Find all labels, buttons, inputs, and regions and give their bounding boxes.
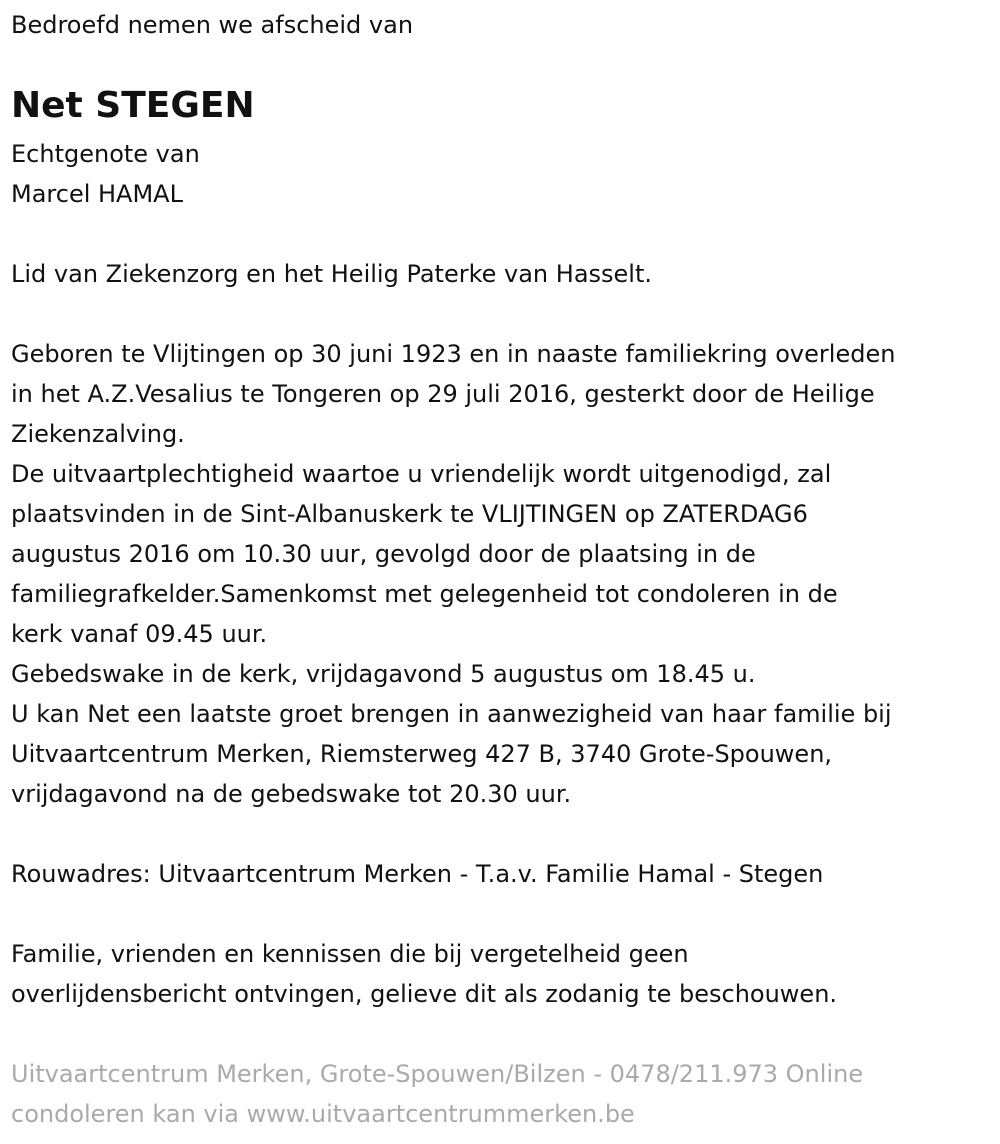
mourning-address: Rouwadres: Uitvaartcentrum Merken - T.a.v. Familie Hamal - Stegen bbox=[11, 860, 824, 888]
body-line: Ziekenzalving. bbox=[11, 420, 185, 448]
body-line: plaatsvinden in de Sint-Albanuskerk te VLIJTINGEN op ZATERDAG6 bbox=[11, 500, 808, 528]
body-line: Uitvaartcentrum Merken, Riemsterweg 427 B, 3740 Grote-Spouwen, bbox=[11, 740, 833, 768]
body-line: Geboren te Vlijtingen op 30 juni 1923 en in naaste familiekring overleden bbox=[11, 340, 896, 368]
footer-line: Uitvaartcentrum Merken, Grote-Spouwen/Bilzen - 0478/211.973 Online bbox=[11, 1060, 864, 1088]
spouse-name: Marcel HAMAL bbox=[11, 180, 183, 208]
deceased-name: Net STEGEN bbox=[11, 85, 255, 126]
body-line: vrijdagavond na de gebedswake tot 20.30 uur. bbox=[11, 780, 572, 808]
body-line: augustus 2016 om 10.30 uur, gevolgd door de plaatsing in de bbox=[11, 540, 756, 568]
body-line: kerk vanaf 09.45 uur. bbox=[11, 620, 268, 648]
body-line: in het A.Z.Vesalius te Tongeren op 29 juli 2016, gesterkt door de Heilige bbox=[11, 380, 875, 408]
spouse-label: Echtgenote van bbox=[11, 140, 200, 168]
membership-text: Lid van Ziekenzorg en het Heilig Paterke van Hasselt. bbox=[11, 260, 653, 288]
body-line: De uitvaartplechtigheid waartoe u vriendelijk wordt uitgenodigd, zal bbox=[11, 460, 832, 488]
intro-text: Bedroefd nemen we afscheid van bbox=[11, 11, 414, 39]
closing-line: overlijdensbericht ontvingen, gelieve dit als zodanig te beschouwen. bbox=[11, 980, 838, 1008]
footer-line: condoleren kan via www.uitvaartcentrummerken.be bbox=[11, 1100, 635, 1128]
body-line: familiegrafkelder.Samenkomst met gelegenheid tot condoleren in de bbox=[11, 580, 838, 608]
body-line: U kan Net een laatste groet brengen in aanwezigheid van haar familie bij bbox=[11, 700, 892, 728]
body-line: Gebedswake in de kerk, vrijdagavond 5 augustus om 18.45 u. bbox=[11, 660, 756, 688]
closing-line: Familie, vrienden en kennissen die bij vergetelheid geen bbox=[11, 940, 689, 968]
